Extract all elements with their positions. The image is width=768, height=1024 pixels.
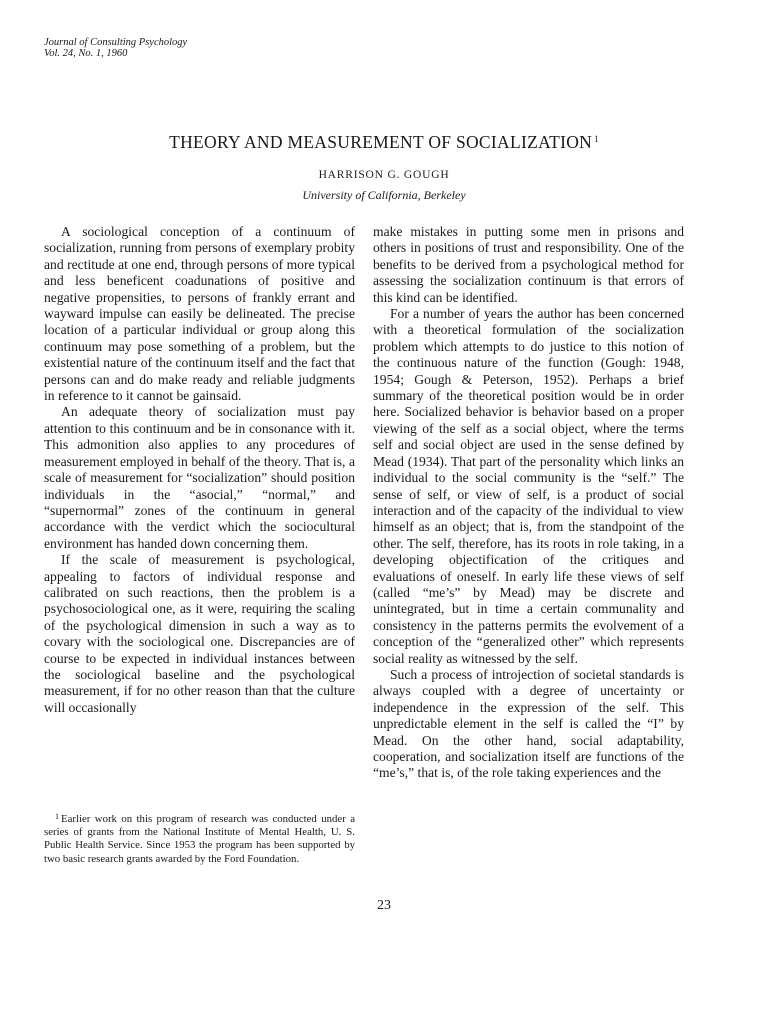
article-title (0, 132, 768, 153)
footnote-mark: 1 (55, 812, 59, 821)
paragraph: For a number of years the author has been concerned with a theoretical formulation of the socialization problem which attempts to do justice to this notion of the continuous nature of the function (Gough: 1948, 1954; Gough & Peterson, 1952). Perhaps a brief summary of the theoretical position would be in order here. Socialized behavior is behavior based on a proper viewing of the self as a social object, where the terms self and social object are used in the sense defined by Mead (1934). That part of the personality which links an individual to the social community is the “self.” The sense of self, or view of self, is a product of social interaction and of the capacity of the individual to view himself as an object; that is, from the standpoint of the other. The self, therefore, has its roots in role taking, in a developing objectification of the critiques and evaluations of oneself. In early life these views of self (called “me’s” by Mead) may be discrete and unintegrated, but in time a certain communality and consistency in the patterns permits the evolvement of a conception of the “generalized other” which represents social reality as witnessed by the self. (373, 306, 684, 666)
page-number: 23 (377, 898, 391, 913)
footnote (44, 810, 355, 866)
journal-volume: Vol. 24, No. 1, 1960 (44, 48, 128, 59)
article-author: HARRISON G. GOUGH (318, 169, 450, 181)
title-footnote-mark: 1 (594, 134, 599, 144)
footnote-text: Earlier work on this program of research was conducted under a series of grants from the National Institute of Mental Health, U. S. Public Health Service. Since 1953 the program has been supported by two basic research grants awarded by the Ford Foundation. (44, 813, 355, 865)
right-column (373, 224, 684, 782)
paragraph: An adequate theory of socialization must pay attention to this continuum and be in consonance with it. This admonition also applies to any procedures of measurement employed in behalf of the theory. That is, a scale of measurement for “socialization” should position individuals in the “asocial,” “normal,” and “supernormal” zones of the continuum in general accordance with the verdict which the sociocultural environment has handed down concerning them. (44, 404, 355, 551)
paragraph: Such a process of introjection of societal standards is always coupled with a degree of uncertainty or independence in the expression of the self. This unpredictable element in the self is called the “I” by Mead. On the other hand, social adaptability, cooperation, and socialization itself are functions of the “me’s,” that is, of the role taking experiences and the (373, 666, 684, 781)
paragraph: If the scale of measurement is psychological, appealing to factors of individual response and calibrated on such reactions, then the problem is a psychosociological one, as it were, requiring the scaling of the psychological dimension in such a way as to covary with the sociological one. Discrepancies are of course to be expected in individual instances between the sociological baseline and the psychological measurement, if for no other reason than that the culture will occasionally (44, 552, 355, 715)
paragraph: make mistakes in putting some men in prisons and others in positions of trust and responsibility. One of the benefits to be derived from a psychological method for assessing the socialization continuum is that errors of this kind can be identified. (373, 224, 684, 305)
paragraph: A sociological conception of a continuum of socialization, running from persons of exemplary probity and rectitude at one end, through persons of more typical and less beneficent coadunations of positive and negative propensities, to persons of frankly errant and wayward impulse can easily be delineated. The precise location of a particular individual or group along this continuum may pose something of a problem, but the existential nature of the continuum itself and the fact that persons can and do make ready and reliable judgments in reference to it cannot be gainsaid. (44, 224, 355, 404)
article-title-text: THEORY AND MEASUREMENT OF SOCIALIZATION (169, 132, 593, 152)
journal-name: Journal of Consulting Psychology (44, 37, 188, 48)
journal-citation (44, 37, 187, 59)
author-affiliation: University of California, Berkeley (302, 188, 466, 202)
left-column (44, 224, 355, 716)
